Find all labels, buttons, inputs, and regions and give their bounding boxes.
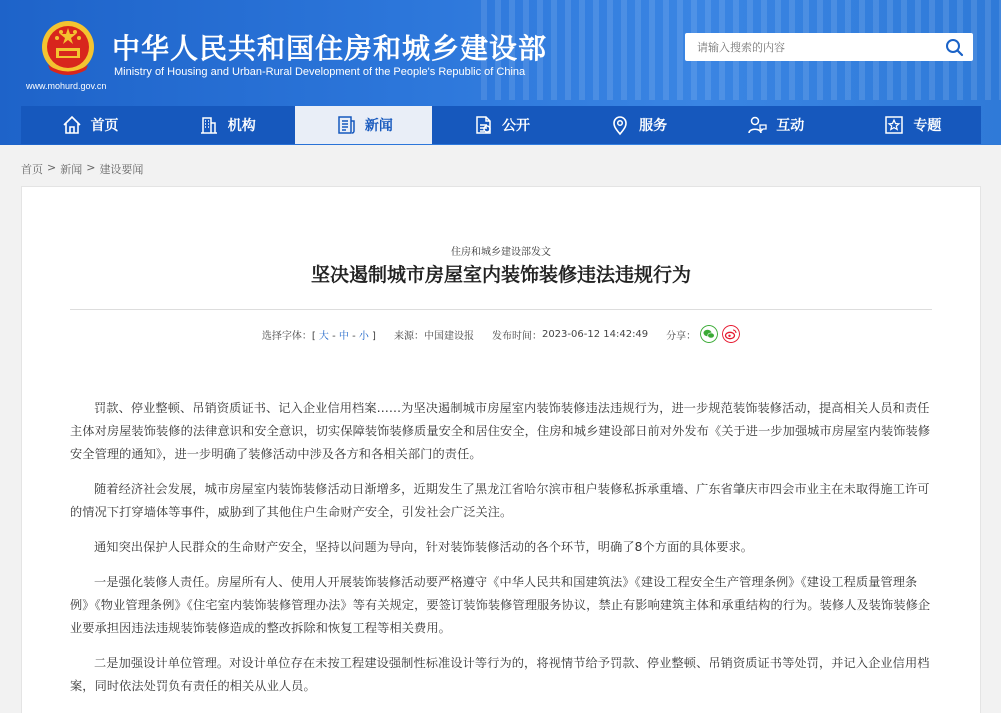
search-icon[interactable] (943, 36, 967, 58)
breadcrumb-section[interactable]: 建设要闻 (99, 163, 144, 176)
breadcrumb-news[interactable]: 新闻 (60, 163, 83, 176)
search-input[interactable] (685, 33, 935, 61)
star-icon (883, 114, 905, 136)
nav-item-home[interactable] (21, 106, 158, 144)
nav-item-label: 首页 (90, 118, 119, 134)
breadcrumb-separator: > (86, 161, 96, 174)
source-label: 来源： (393, 330, 424, 342)
user-chat-icon (746, 114, 768, 136)
site-header (0, 0, 1001, 145)
article-meta (22, 325, 980, 343)
site-url: www.mohurd.gov.cn (26, 81, 107, 91)
main-nav (21, 106, 981, 144)
nav-item-news[interactable] (295, 106, 432, 144)
share-label: 分享： (666, 330, 697, 342)
nav-item-organization[interactable] (158, 106, 295, 144)
article-paragraph: 二是加强设计单位管理。对设计单位存在未按工程建设强制性标准设计等行为的，将视情节给予罚款、停业整顿、吊销资质证书等处罚，并记入企业信用档案，同时依法处罚负有责任的相关从业人员。 (70, 656, 930, 693)
publish-time-value: 2023-06-12 14:42:49 (541, 328, 649, 340)
wechat-share-icon[interactable] (700, 325, 718, 343)
article-title: 坚决遏制城市房屋室内装饰装修违法违规行为 (310, 264, 691, 286)
nav-item-interaction[interactable] (707, 106, 844, 144)
article-paragraph: 随着经济社会发展，城市房屋室内装饰装修活动日渐增多，近期发生了黑龙江省哈尔滨市租户装修私拆承重墙、广东省肇庆市四会市业主在未取得施工许可的情况下打穿墙体等事件，威胁到了其他住户生命财产安全，引发社会广泛关注。 (70, 482, 930, 519)
nav-item-label: 新闻 (364, 118, 393, 134)
nav-item-label: 专题 (913, 118, 942, 134)
article-paragraph: 通知突出保护人民群众的生命财产安全，坚持以问题为导向，针对装饰装修活动的各个环节，明确了8个方面的具体要求。 (94, 540, 754, 554)
nav-item-label: 互动 (776, 118, 805, 134)
font-size-large[interactable]: 大 (318, 330, 329, 342)
location-icon (609, 114, 631, 136)
source-value: 中国建设报 (423, 330, 474, 342)
nav-item-label: 机构 (227, 118, 256, 134)
title-divider (70, 309, 932, 310)
font-size-selector: 选择字体：[ 大 - 中 - 小 ] (261, 330, 376, 342)
article-paragraph: 一是强化装修人责任。房屋所有人、使用人开展装饰装修活动要严格遵守《中华人民共和国建筑法》《建设工程安全生产管理条例》《建设工程质量管理条例》《物业管理条例》《住宅室内装饰装修管理办法》等有关规定，要签订装饰装修管理服务协议，禁止有影响建筑主体和承重结构的行为。装修人及装饰装修企业要承担因违法违规装饰装修造成的整改拆除和恢复工程等相关费用。 (70, 575, 931, 635)
nav-item-public[interactable] (432, 106, 569, 144)
weibo-share-icon[interactable] (722, 325, 740, 343)
article-body (70, 397, 934, 710)
building-icon (198, 114, 220, 136)
article-panel (21, 186, 981, 713)
breadcrumb (21, 161, 143, 177)
font-size-label: 选择字体：[ (261, 330, 316, 342)
home-icon (61, 114, 83, 136)
article-paragraph: 罚款、停业整顿、吊销资质证书、记入企业信用档案……为坚决遏制城市房屋室内装饰装修违法违规行为，进一步规范装饰装修活动，提高相关人员和责任主体对房屋装饰装修的法律意识和安全意识，切实保障装饰装修质量安全和居住安全，住房和城乡建设部日前对外发布《关于进一步加强城市房屋室内装饰装修安全管理的通知》，进一步明确了装修活动中涉及各方和各相关部门的责任。 (70, 401, 931, 461)
document-icon (472, 114, 494, 136)
font-size-small[interactable]: 小 (358, 330, 369, 342)
publish-time-label: 发布时间： (491, 330, 542, 342)
breadcrumb-separator: > (47, 161, 57, 174)
breadcrumb-home[interactable]: 首页 (21, 163, 43, 176)
nav-item-label: 服务 (639, 118, 668, 134)
font-size-close: ] (372, 330, 376, 342)
site-title: 中华人民共和国住房和城乡建设部 (112, 32, 548, 65)
search-box (685, 33, 973, 61)
nav-item-label: 公开 (501, 118, 530, 134)
news-icon (335, 114, 357, 136)
national-emblem-icon (40, 20, 96, 78)
nav-item-topics[interactable] (844, 106, 981, 144)
font-size-medium[interactable]: 中 (338, 330, 349, 342)
site-subtitle: Ministry of Housing and Urban-Rural Development of the People's Republic of China (114, 66, 526, 78)
article-subtitle: 住房和城乡建设部发文 (451, 247, 551, 258)
nav-item-service[interactable] (570, 106, 707, 144)
